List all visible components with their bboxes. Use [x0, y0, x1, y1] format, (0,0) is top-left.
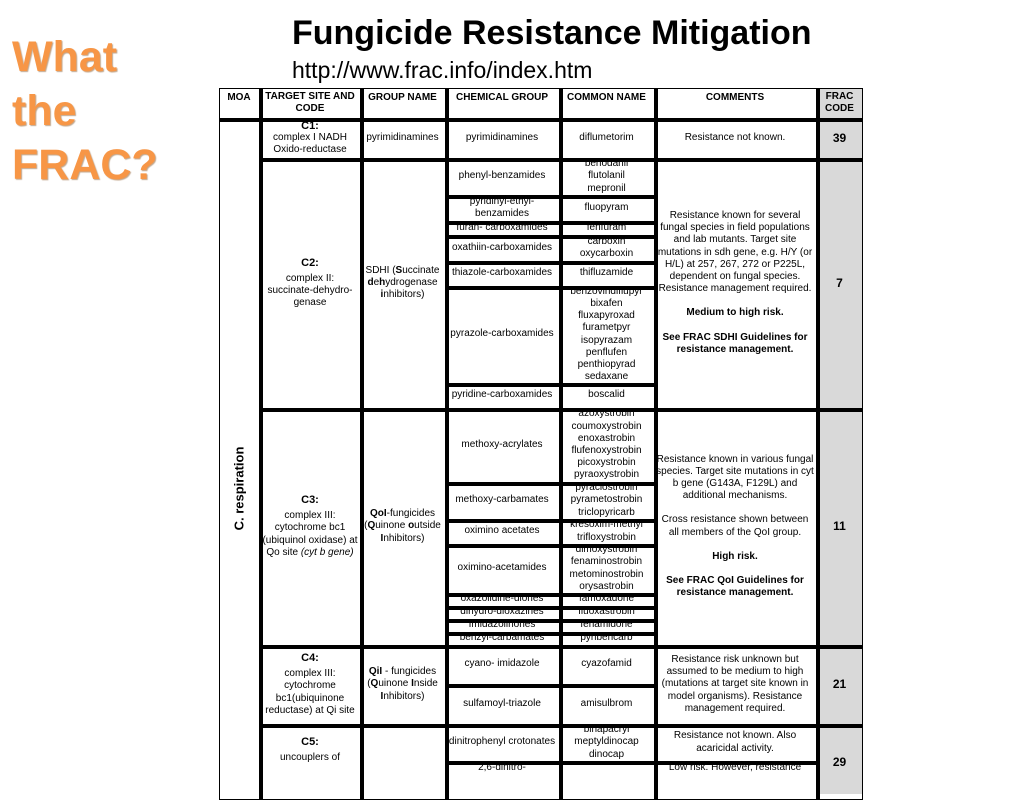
c3-chemical-group: methoxy-carbamates — [455, 494, 549, 506]
c4-target-site: C4: complex III: cytochrome bc1(ubiquinone reductase) at Qi site — [265, 651, 355, 716]
c2-common-name: benodanil flutolanil mepronil — [584, 158, 629, 194]
c3-comment — [654, 408, 816, 645]
c2-group-name: SDHI (Succinate dehydrogenase inhibitors) — [365, 264, 440, 301]
c3-chemical-group: dihydro-dioxazines — [460, 606, 544, 618]
c4-common-name: cyazofamid — [581, 658, 632, 670]
c3-common-name: fluoxastrobin — [578, 606, 635, 618]
c4-common-name: amisulbrom — [580, 697, 633, 709]
c5-comment-2: Low risk. However, resistance — [668, 762, 802, 773]
slide-title: Fungicide Resistance Mitigation — [292, 14, 812, 52]
side-title-line-2: the — [12, 87, 77, 135]
c1-chemical-group: pyrimidinamines — [465, 131, 539, 143]
header-group-name: GROUP NAME — [368, 92, 437, 103]
c2-common-name: boscalid — [588, 389, 625, 401]
c2-chemical-group: oxathiin-carboxamides — [451, 241, 553, 253]
c4-comment: Resistance risk unknown but assumed to be medium to high (mutations at target site known in model organisms). Resistance management required. — [661, 653, 809, 714]
c1-comment: Resistance not known. — [684, 131, 786, 143]
c2-chemical-group: pyridine-carboxamides — [451, 389, 553, 401]
c3-common-name: pyraclostrobin pyrametostrobin triclopyricarb — [570, 482, 643, 518]
c2-comment — [654, 158, 816, 408]
c1-frac-code: 39 — [832, 130, 847, 145]
c4-chemical-group: sulfamoyl-triazole — [463, 697, 541, 709]
c3-chemical-group: oxazolidine-diones — [460, 593, 544, 605]
c5-common-name: binapacryl meptyldinocap dinocap — [574, 724, 639, 760]
c2-common-name: carboxin oxycarboxin — [579, 235, 634, 259]
c3-common-name: azoxystrobin coumoxystrobin enoxastrobin flufenoxystrobin picoxystrobin pyraoxystrobin — [571, 408, 642, 481]
c3-chemical-group: benzyl-carbamates — [459, 632, 545, 644]
c3-chemical-group: oximino acetates — [464, 525, 540, 537]
c3-common-name: dimoxystrobin fenaminostrobin metominostrobin orysastrobin — [569, 544, 644, 592]
c5-chemical-group: 2,6-dinitro- — [478, 762, 526, 773]
c2-chemical-group: furan- carboxamides — [456, 221, 548, 233]
c3-common-name: fenamidone — [580, 619, 633, 631]
c2-common-name: fluopyram — [584, 201, 629, 213]
c3-comment-text: Resistance known in various fungal species. Target site mutations in cyt b gene (G143A, F129L) and additional mechanisms. — [656, 453, 814, 502]
header-target-site: TARGET SITE AND CODE — [265, 91, 355, 114]
c5-target-site: C5: uncouplers of — [279, 736, 341, 764]
c3-chemical-group: methoxy-acrylates — [461, 438, 543, 450]
c5-comment: Resistance not known. Also acaricidal activity. — [673, 730, 797, 754]
c4-chemical-group: cyano- imidazole — [464, 658, 540, 670]
c2-common-name: fenfuram — [586, 221, 627, 233]
c3-frac-code: 11 — [833, 519, 846, 534]
c1-group-name: pyrimidinamines — [366, 131, 439, 143]
c2-guideline: See FRAC SDHI Guidelines for resistance management. — [662, 331, 808, 355]
c5-chemical-group: dinitrophenyl crotonates — [448, 736, 556, 748]
c2-risk: Medium to high risk. — [686, 307, 784, 319]
c3-chemical-group: oximino-acetamides — [457, 562, 547, 574]
c3-common-name: famoxadone — [578, 593, 635, 605]
c3-cross-resistance: Cross resistance shown between all members of the QoI group. — [661, 514, 809, 538]
c3-group-name: QoI-fungicides (Quinone outside Inhibitors) — [364, 508, 441, 544]
c3-chemical-group: Imidazolinones — [468, 619, 536, 631]
c3-common-name: pyribencarb — [580, 632, 633, 644]
frac-table — [219, 88, 863, 788]
c1-target-site: C1: complex I NADH Oxido-reductase — [273, 119, 347, 156]
c2-chemical-group: thiazole-carboxamides — [451, 267, 553, 279]
header-comments: COMMENTS — [705, 92, 765, 103]
c3-guideline: See FRAC QoI Guidelines for resistance management. — [666, 575, 804, 599]
c5-frac-code: 29 — [832, 755, 847, 769]
c3-target-site: C3: complex III: cytochrome bc1 (ubiquinol oxidase) at Qo site (cyt b gene) — [262, 493, 358, 558]
header-chemical-group: CHEMICAL GROUP — [455, 92, 549, 103]
c3-common-name: kresoxim-methyl trifloxystrobin — [570, 519, 643, 543]
c2-frac-code: 7 — [836, 275, 843, 290]
c4-group-name: QiI - fungicides (Quinone Inside Inhibitors) — [367, 666, 438, 702]
header-common-name: COMMON NAME — [567, 92, 646, 103]
c3-risk: High risk. — [712, 550, 758, 562]
moa-label: C. respiration — [231, 446, 247, 530]
c2-comment-text: Resistance known for several fungal species in field populations and lab mutants. Target site mutations in sdh gene, e.g. H/Y (or H/L) at 257, 267, 272 or P225L, dependent on fungal species. Resistance management required. — [657, 209, 813, 295]
c1-common-name: diflumetorim — [579, 131, 634, 143]
side-title-line-1: What — [12, 33, 118, 81]
header-moa: MOA — [227, 92, 251, 103]
c3-target-gene: (cyt b gene) — [300, 546, 354, 558]
c2-chemical-group: pyridinyl-ethyl-benzamides — [469, 195, 535, 219]
c4-frac-code: 21 — [832, 677, 847, 692]
c2-chemical-group: phenyl-benzamides — [458, 170, 546, 182]
source-url[interactable]: http://www.frac.info/index.htm — [292, 57, 593, 83]
header-frac-code: FRAC CODE — [825, 91, 854, 114]
c2-target-site: C2: complex II: succinate-dehydro-genase — [267, 256, 353, 309]
slide-side-title — [12, 30, 212, 192]
side-title-line-3: FRAC? — [12, 141, 158, 189]
c2-chemical-group: pyrazole-carboxamides — [450, 328, 554, 340]
c2-common-name: thifluzamide — [579, 267, 634, 279]
c2-common-name: benzovindiflupyr bixafen fluxapyroxad furametpyr isopyrazam penflufen penthiopyrad sedaxane — [570, 286, 643, 383]
